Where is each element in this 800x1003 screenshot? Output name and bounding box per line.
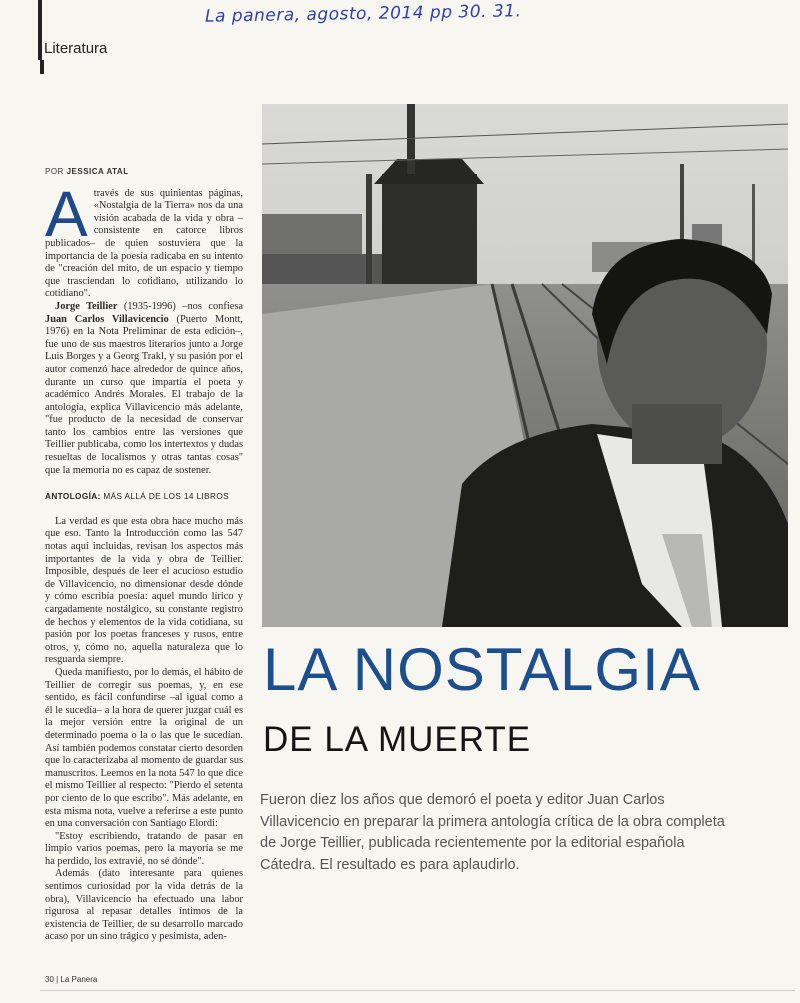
paragraph-2-lead: Jorge Teillier — [55, 300, 118, 312]
paragraph-3: La verdad es que esta obra hace mucho más que eso. Tanto la Introducción como las 547 notas aquí incluidas, revisan los aspectos más importantes de la vida y obra de Teillier. Imposible, después de leer el acucioso estudio de Villavicencio, no dimensionar desde dónde y cómo escribía poesía: aquel mundo lírico y cargadamente nostálgico, su constante registro de hechos y elementos de la vida cotidiana, su pasión por los poetas franceses y rusos, entre otros, y, cómo no, aquella naturaleza que lo resguarda siempre. — [45, 515, 243, 666]
section-label: Literatura — [44, 40, 108, 57]
subhead-rest: MÁS ALLÁ DE LOS 14 LIBROS — [100, 492, 229, 502]
article-subhead — [45, 491, 243, 504]
paragraph-1 — [45, 177, 243, 301]
scan-edge-mark — [38, 0, 42, 60]
article-deck: Fueron diez los años que demoró el poeta y editor Juan Carlos Villavicencio en preparar la primera antología crítica de la obra completa de Jorge Teillier, publicada recientemente por la editorial española Cátedra. El resultado es para aplaudirlo. — [260, 792, 725, 873]
paragraph-2 — [45, 301, 243, 477]
subhead-bold: ANTOLOGÍA: — [45, 492, 101, 502]
headline: LA NOSTALGIA — [263, 636, 701, 703]
paragraph-6: Además (dato interesante para quienes sentimos curiosidad por la vida detrás de la obra), Villavicencio ha efectuado una labor rigurosa al repasar detalles íntimos de la existencia de Teillier, de su desarrollo marcado acaso por un sino trágico y pesimista, aden- — [45, 868, 243, 943]
byline — [45, 166, 243, 179]
paragraph-5: "Estoy escribiendo, tratando de pasar en limpio varios poemas, pero la mayoría se me ha perdido, los extravié, no sé dónde". — [45, 830, 243, 867]
paragraph-4: Queda manifiesto, por lo demás, el hábito de Teillier de corregir sus poemas, y, en ese sentido, es fácil confundirse –al igual como a él le sucedía– a la hora de querer juzgar cuál es la mejor versión entre la original de un determinado poema o la o las que le sucedían. Así también podemos constatar cierto desorden que lo caracterizaba al momento de guardar sus manuscritos. Leemos en la nota 547 lo que dice el mismo Teillier al respecto: "Pierdo el setenta por ciento de lo que escribo". Más adelante, en esta misma nota, vuelve a referirse a este punto en una conversación con Santiago Elordi: — [45, 666, 243, 830]
paragraph-2-mid: (1935-1996) –nos confiesa — [117, 300, 243, 312]
page-footer: 30 | La Panera — [45, 975, 98, 984]
byline-prefix: POR — [45, 167, 64, 176]
paragraph-2-name: Juan Carlos Villavicencio — [45, 313, 169, 325]
byline-author: JESSICA ATAL — [66, 167, 129, 176]
article-photo — [262, 104, 788, 627]
footer-divider — [40, 990, 795, 991]
subheadline: DE LA MUERTE — [263, 720, 532, 759]
paragraph-1-text: través de sus quinientas páginas, «Nostalgia de la Tierra» nos da una visión acabada de la vida y obra –consistente en catorce libros publicados– de quien sostuviera que la importancia de la poesía radicaba en su intento de "creación del mito, de un espacio y tiempo que trasciendan lo cotidiano, utilizando lo cotidiano". — [45, 187, 243, 300]
section-marker — [40, 60, 44, 74]
article-body — [45, 166, 243, 944]
railway-portrait-photo — [262, 104, 788, 627]
paragraph-2-text: (Puerto Montt, 1976) en la Nota Preliminar de esta edición–, fue uno de sus maestros literarios junto a Jorge Luis Borges y a Georg Trakl, y su pasión por el autor comenzó hace alrededor de quince años, durante un curso que impartía el poeta y académico Andrés Morales. El trabajo de la antología, explica Villavicencio más adelante, "fue producto de la necesidad de conservar tanto los cambios entre las versiones que Teillier publicaba, como los intertextos y dudas resueltas de localismos y otras tantas cosas" que la memoria no es capaz de sostener. — [45, 313, 243, 476]
handwritten-annotation: La panera, agosto, 2014 pp 30. 31. — [204, 1, 522, 27]
drop-cap: A — [45, 177, 88, 250]
